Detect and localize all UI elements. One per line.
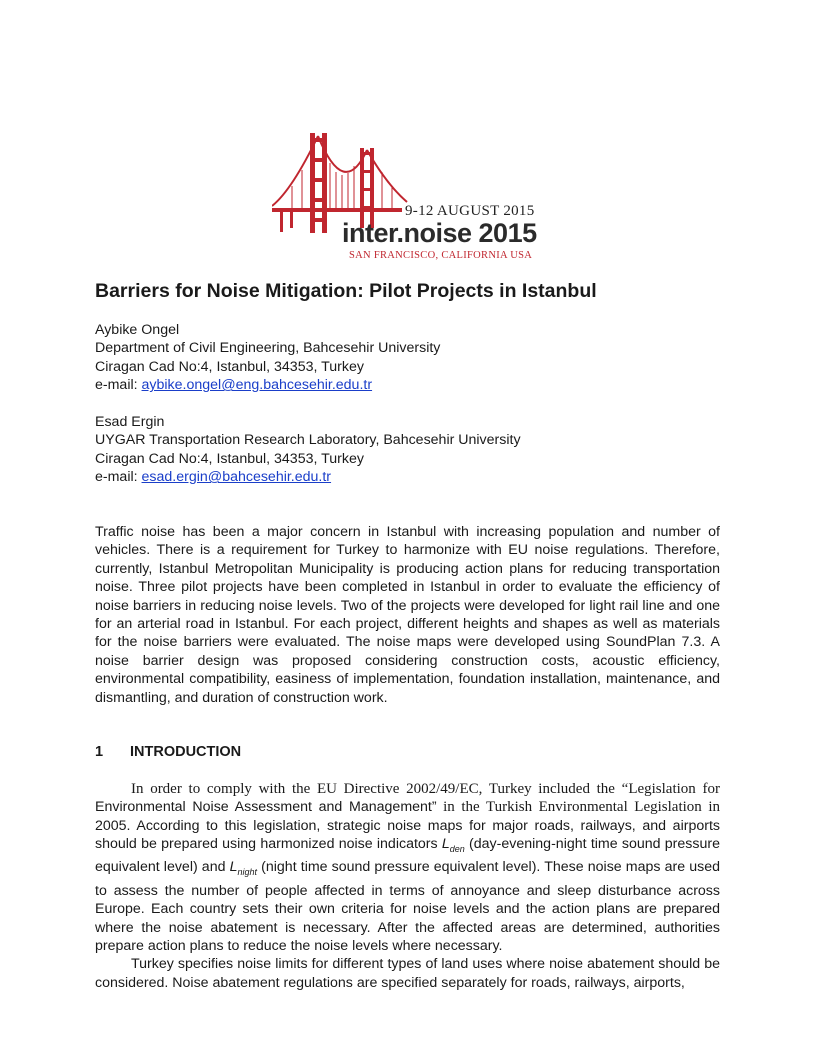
author-name: Aybike Ongel bbox=[95, 322, 180, 338]
email-label: e-mail: bbox=[95, 377, 138, 394]
author-email-link[interactable]: esad.ergin@bahcesehir.edu.tr bbox=[141, 469, 332, 486]
author-affiliation: UYGAR Transportation Research Laboratory, Bahcesehir University bbox=[95, 432, 521, 449]
conference-logo bbox=[272, 130, 547, 265]
email-label: e-mail: bbox=[95, 469, 138, 486]
author-block bbox=[95, 413, 521, 487]
author-name: Esad Ergin bbox=[95, 414, 165, 430]
section-title: INTRODUCTION bbox=[130, 744, 242, 760]
paper-title: Barriers for Noise Mitigation: Pilot Projects in Istanbul bbox=[95, 280, 597, 302]
author-email-line bbox=[95, 468, 521, 486]
lnight-symbol: $L_{night}$ bbox=[229, 859, 258, 878]
section-body bbox=[95, 780, 720, 992]
section-number: 1 bbox=[95, 744, 104, 760]
section-heading bbox=[95, 744, 241, 760]
lden-symbol: $L_{den}$ bbox=[441, 836, 465, 855]
paragraph: In order to comply with the EU Directive 2002/49/EC, Turkey included the “Legislation for Environmental Noise Assessment and Management” in the Turkish Environmental Legislation in 2005. According to this legislation, strategic noise maps for major roads, railways, and airports should be prepared using harmonized noise indicators $L_{den}$ (day-evening-night time sound pressure equivalent level) and $L_{night}$ (night time sound pressure equivalent level). These noise maps are used to assess the number of people affected in terms of annoyance and sleep disturbance across Europe. Each country sets their own criteria for noise levels and the action plans are prepared where the noise abatement is necessary. After the affected areas are determined, authorities prepare action plans to reduce the noise levels where necessary. bbox=[95, 781, 720, 954]
conference-brand: inter.noise 2015 bbox=[342, 218, 537, 248]
author-block bbox=[95, 321, 440, 395]
paragraph: Turkey specifies noise limits for different types of land uses where noise abatement should be considered. Noise abatement regulations are specified separately for roads, railways, airports, bbox=[95, 956, 720, 991]
author-email-link[interactable]: aybike.ongel@eng.bahcesehir.edu.tr bbox=[141, 377, 373, 394]
author-affiliation: Department of Civil Engineering, Bahcesehir University bbox=[95, 340, 441, 357]
author-address: Ciragan Cad No:4, Istanbul, 34353, Turkey bbox=[95, 358, 364, 375]
conference-dates: 9-12 AUGUST 2015 bbox=[405, 203, 535, 219]
author-email-line bbox=[95, 376, 440, 394]
author-address: Ciragan Cad No:4, Istanbul, 34353, Turkey bbox=[95, 450, 364, 467]
abstract: Traffic noise has been a major concern in Istanbul with increasing population and number of vehicles. There is a requirement for Turkey to harmonize with EU noise regulations. Therefore, currently, Istanbul Metropolitan Municipality is producing action plans for reducing transportation noise. Three pilot projects have been completed in Istanbul in order to evaluate the efficiency of noise barriers in reducing noise levels. Two of the projects were developed for light rail line and one for an arterial road in Istanbul. For each project, different heights and shapes as well as materials for the noise barriers were evaluated. The noise maps were developed using SoundPlan 7.3. A noise barrier design was proposed considering construction costs, acoustic efficiency, environmental compatibility, easiness of implementation, foundation installation, maintenance, and dismantling, and duration of construction work. bbox=[95, 524, 720, 706]
conference-location: SAN FRANCISCO, CALIFORNIA USA bbox=[349, 250, 533, 261]
